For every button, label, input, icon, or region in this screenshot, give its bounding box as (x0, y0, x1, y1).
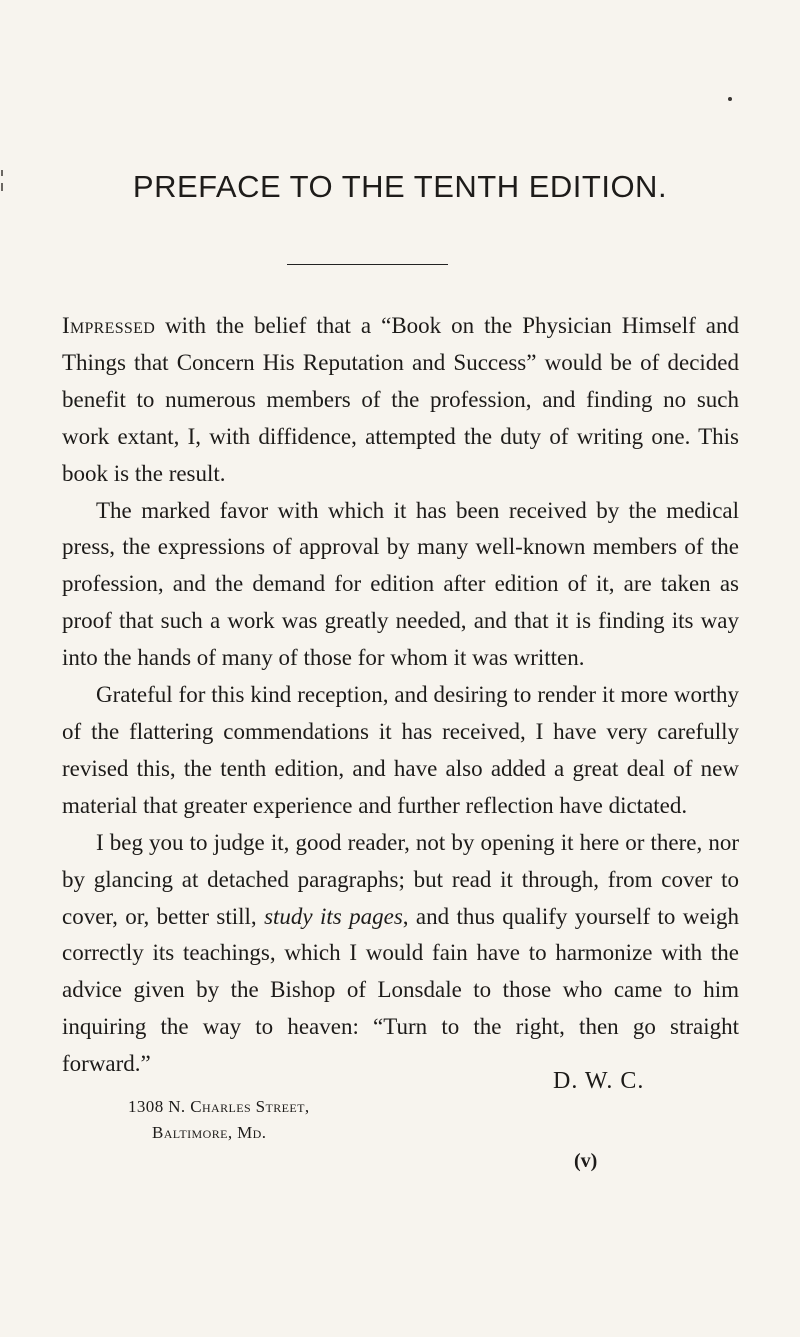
paragraph-1-lead: Impressed (62, 313, 156, 338)
paragraph-2: The marked favor with which it has been received by the medical press, the expressions of approval by many well-known members of the profession, and the demand for edition after edition of it, are taken as proof that such a work was greatly needed, and that it is finding its way into the hands of many of those for whom it was written. (62, 497, 739, 671)
paragraph-4-text-start: I beg you to judge it, good reader, not by opening it here or there, nor by glancing at detached paragraphs; but read it through, from cover to cover, or, better still, (62, 829, 739, 929)
preface-body (62, 308, 739, 1083)
paragraph-4-emphasis: study its pages (264, 903, 403, 929)
paragraph-4 (62, 825, 739, 1083)
page-number: (v) (574, 1150, 598, 1172)
page-title: PREFACE TO THE TENTH EDITION. (132, 169, 668, 204)
address-street: 1308 N. Charles Street, (128, 1097, 310, 1116)
title-divider (287, 264, 448, 265)
ink-speck (728, 97, 732, 101)
paragraph-1 (62, 308, 739, 493)
address-city: Baltimore, Md. (152, 1123, 267, 1142)
paragraph-3: Grateful for this kind reception, and desiring to render it more worthy of the flattering commendations it has received, I have very carefully revised this, the tenth edition, and have also added a great deal of new material that greater experience and further reflection have dictated. (62, 682, 739, 818)
paragraph-1-text: with the belief that a “Book on the Physician Himself and Things that Concern His Reputation and Success” would be of decided benefit to numerous members of the profession, and finding no such work extant, I, with diffidence, attempted the duty of writing one. This book is the result. (62, 313, 739, 486)
paragraph-4-text-end: , and thus qualify yourself to weigh correctly its teachings, which I would fain have to harmonize with the advice given by the Bishop of Lonsdale to those who came to him inquiring the way to heaven: “Turn to the right, then go straight forward.” (62, 903, 739, 1077)
author-address (128, 1094, 310, 1146)
author-initials: D. W. C. (553, 1068, 645, 1094)
